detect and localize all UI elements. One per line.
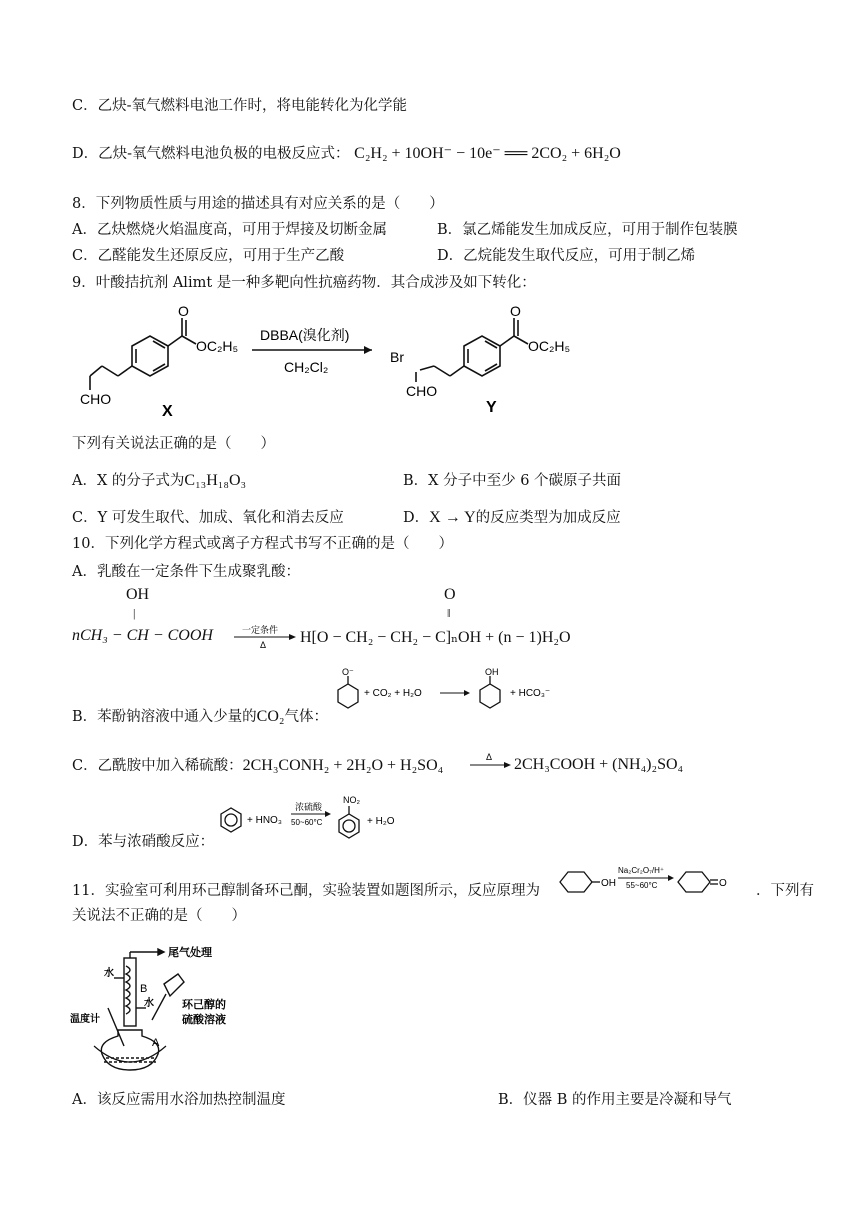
q11-oh: OH — [601, 878, 616, 889]
q9-option-d-formula: X → Y — [429, 509, 476, 526]
q10-a-arrow — [232, 624, 300, 650]
reaction-arrowhead — [364, 346, 372, 354]
x-aldehyde-group: CHO — [80, 391, 112, 407]
label-a: A — [152, 1037, 160, 1049]
q10-b-equation — [330, 666, 580, 718]
q9-option-d — [403, 508, 621, 528]
reagent-bottom: CH₂Cl₂ — [284, 359, 329, 375]
q10-d-equation — [215, 792, 415, 846]
phenoxide-ring — [338, 676, 358, 708]
q7-option-c: C．乙炔-氧气燃料电池工作时，将电能转化为化学能 — [72, 98, 407, 114]
q10-option-b-label: B．苯酚钠溶液中通入少量的 — [72, 709, 257, 725]
q10-option-a: A．乳酸在一定条件下生成聚乳酸： — [72, 564, 300, 580]
q9-option-d-text: 的反应类型为加成反应 — [475, 510, 621, 526]
y-aldehyde-group: CHO — [406, 383, 438, 399]
q10-a-oh: OH — [126, 586, 150, 603]
q11-cond-top: Na₂Cr₂O₇/H⁺ — [618, 866, 665, 875]
dropping-funnel — [164, 974, 184, 996]
label-solution-2: 硫酸溶液 — [182, 1014, 226, 1026]
label-b: B — [140, 983, 148, 995]
nitrobenzene-ring — [339, 806, 359, 838]
q10-option-b-suffix: 气体： — [284, 709, 328, 725]
q7-option-d-label: D．乙炔-氧气燃料电池负极的电极反应式： — [72, 146, 350, 162]
q7-option-d — [72, 144, 621, 164]
q11-stem-line1: 11．实验室可利用环己醇制备环己酮，实验装置如题图所示，反应原理为 — [72, 883, 540, 899]
label-thermometer: 温度计 — [70, 1014, 100, 1025]
q11-reaction — [556, 862, 756, 902]
reagent-top: DBBA(溴化剂) — [260, 327, 350, 343]
molecule-y — [416, 318, 528, 382]
y-carbonyl-o: O — [510, 303, 521, 319]
x-ester-group: OC₂H₅ — [196, 338, 239, 354]
q9-stem: 9．叶酸拮抗剂 Alimt 是一种多靶向性抗癌药物．其合成涉及如下转化： — [72, 275, 536, 291]
q10-d-cond-bottom: 50~60°C — [291, 818, 323, 827]
label-solution-1: 环己醇的 — [182, 999, 226, 1011]
q9-option-c: C．Y 可发生取代、加成、氧化和消去反应 — [72, 510, 344, 526]
molecule-x — [90, 318, 196, 390]
q9-option-a-label: A．X 的分子式为 — [72, 473, 185, 489]
q10-d-cond-top: 浓硫酸 — [295, 802, 323, 812]
q10-option-c-left: 2CH₃CONH₂ + 2H₂O + H₂SO₄ — [242, 757, 444, 774]
q9-option-d-label: D． — [403, 510, 430, 526]
q10-stem: 10．下列化学方程式或离子方程式书写不正确的是（ ） — [72, 536, 453, 552]
q9-option-a-formula: C₁₃H₁₈O₃ — [184, 472, 247, 489]
q8-stem: 8．下列物质性质与用途的描述具有对应关系的是（ ） — [72, 196, 444, 212]
label-exhaust: 尾气处理 — [168, 947, 212, 959]
q8-option-b: B．氯乙烯能发生加成反应，可用于制作包装膜 — [437, 222, 738, 238]
q10-option-d: D．苯与浓硝酸反应： — [72, 834, 215, 850]
q11-option-a: A．该反应需用水浴加热控制温度 — [72, 1092, 286, 1108]
q10-option-b — [72, 707, 328, 727]
flask-a — [101, 1030, 158, 1070]
q10-b-oh: OH — [485, 667, 499, 677]
label-water-top: 水 — [104, 968, 114, 979]
q10-c-arrow — [468, 752, 514, 774]
label-y: Y — [486, 399, 497, 416]
q10-a-oh-bond: | — [133, 606, 136, 620]
q9-option-a — [72, 471, 246, 491]
q10-d-mid: + HNO₃ — [247, 815, 282, 826]
q11-stem-line2: 关说法不正确的是（ ） — [72, 908, 246, 924]
q10-a-right: H[O − CH₂ − CH₂ − C]ₙOH + (n − 1)H₂O — [300, 629, 571, 646]
q11-o: O — [719, 878, 727, 889]
cyclohexanol-ring — [560, 872, 600, 892]
q10-option-c-label: C．乙酰胺中加入稀硫酸： — [72, 758, 243, 774]
y-bromo-group: Br — [390, 349, 404, 365]
q9-reaction-scheme — [72, 300, 592, 420]
q10-b-mid: + CO₂ + H₂O — [364, 688, 422, 699]
q8-option-d: D．乙烷能发生取代反应，可用于制乙烯 — [437, 248, 696, 264]
q11-stem-tail: ．下列有 — [756, 883, 814, 899]
q10-a-cond-top: 一定条件 — [242, 625, 279, 635]
y-ester-group: OC₂H₅ — [528, 338, 571, 354]
q10-a-o-bond: ‖ — [447, 606, 451, 620]
q10-a-o: O — [444, 586, 456, 603]
q10-option-b-co2: CO₂ — [256, 708, 285, 725]
q10-d-right: + H₂O — [367, 816, 395, 827]
q8-option-a: A．乙炔燃烧火焰温度高，可用于焊接及切断金属 — [72, 222, 387, 238]
q10-a-left: nCH₃ − CH − COOH — [72, 627, 213, 644]
benzene-ring — [221, 808, 241, 832]
q11-option-b: B．仪器 B 的作用主要是冷凝和导气 — [498, 1092, 732, 1108]
q10-option-c — [72, 756, 443, 776]
q10-option-c-right: 2CH₃COOH + (NH₄)₂SO₄ — [514, 756, 684, 773]
x-carbonyl-o: O — [178, 303, 189, 319]
label-water-mid: 水 — [144, 998, 154, 1009]
q8-option-c: C．乙醛能发生还原反应，可用于生产乙酸 — [72, 248, 345, 264]
q10-b-right: + HCO₃⁻ — [510, 688, 551, 699]
q9-option-b: B．X 分子中至少 6 个碳原子共面 — [403, 473, 622, 489]
label-x: X — [162, 403, 173, 420]
q10-c-cond: Δ — [486, 752, 493, 762]
q10-d-no2: NO₂ — [343, 795, 360, 805]
thermometer — [108, 1008, 124, 1046]
phenol-ring — [480, 676, 500, 708]
q10-a-cond-bottom: Δ — [260, 640, 267, 650]
cyclohexanone-ring — [678, 872, 718, 892]
q11-apparatus — [68, 946, 278, 1076]
q7-option-d-equation: C₂H₂ + 10OH⁻ − 10e⁻ ══ 2CO₂ + 6H₂O — [354, 145, 621, 162]
q11-cond-bottom: 55~60°C — [626, 881, 658, 890]
q10-b-o-minus: O⁻ — [342, 667, 354, 677]
q9-question: 下列有关说法正确的是（ ） — [72, 436, 275, 452]
